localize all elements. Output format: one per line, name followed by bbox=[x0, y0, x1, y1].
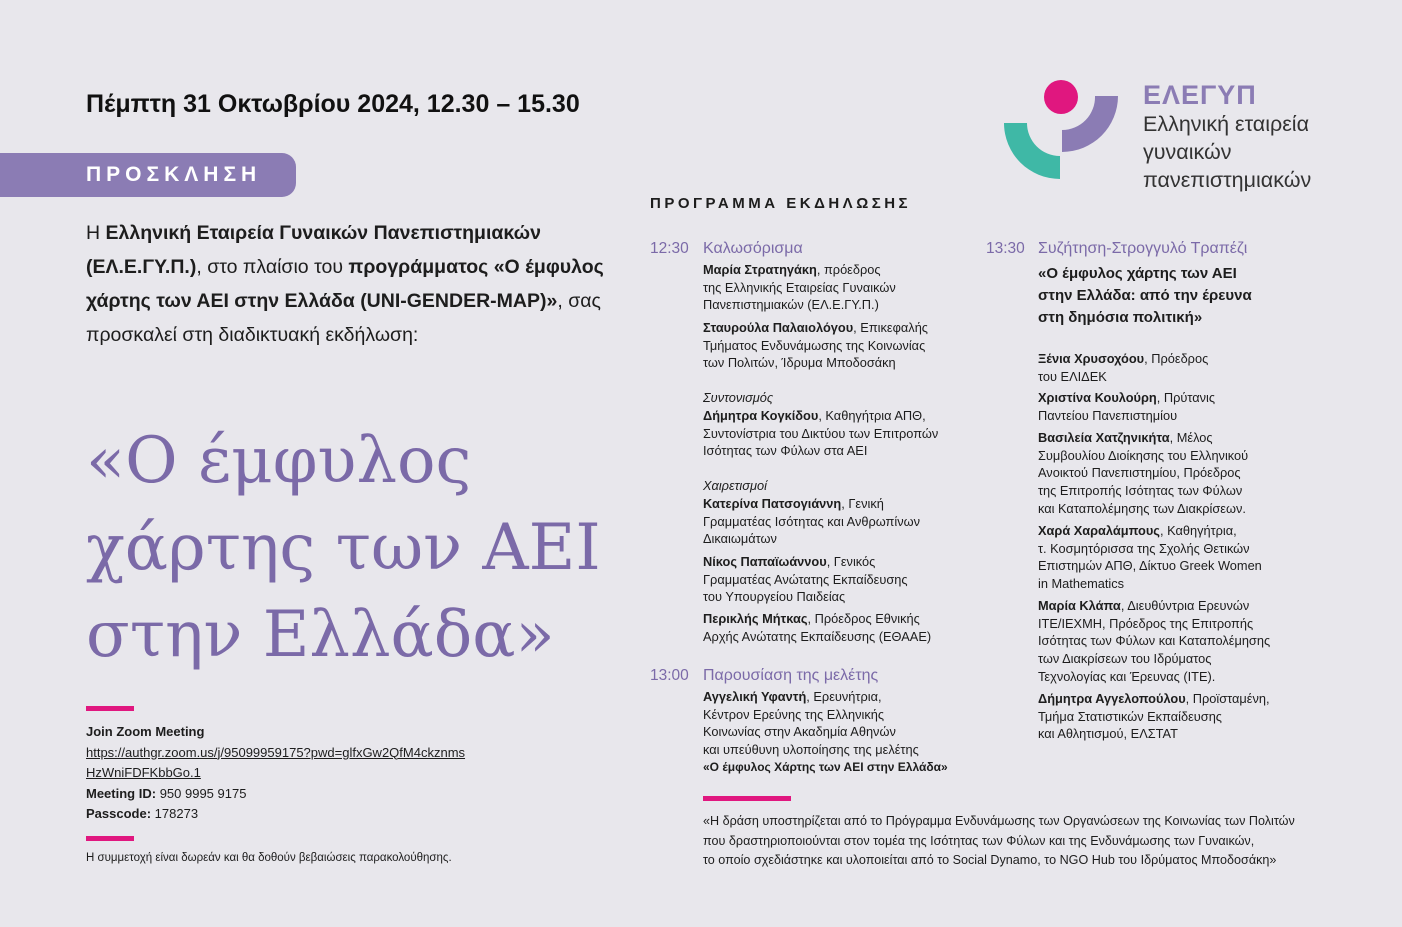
logo-subtitle-line: γυναικών bbox=[1143, 140, 1232, 164]
intro-programme-name: προγράμματος «Ο έμφυλος χάρτης των ΑΕΙ στην Ελλάδα (UNI-GENDER-MAP)» bbox=[86, 256, 604, 312]
topic-line: στην Ελλάδα: από την έρευνα bbox=[1038, 287, 1252, 304]
greetings-label: Χαιρετισμοί bbox=[703, 478, 767, 493]
intro-text-1: Η bbox=[86, 222, 106, 244]
invitation-label: ΠΡΟΣΚΛΗΣΗ bbox=[86, 163, 262, 186]
speaker-role: in Mathematics bbox=[1038, 576, 1125, 592]
topic-line: στη δημόσια πολιτική» bbox=[1038, 309, 1203, 326]
speaker-role: , Προϊσταμένη, bbox=[1185, 691, 1270, 706]
intro-paragraph bbox=[86, 216, 606, 352]
speaker-role: των Πολιτών, Ίδρυμα Μποδοσάκη bbox=[703, 355, 896, 371]
speaker-role: Δικαιωμάτων bbox=[703, 531, 777, 547]
logo-subtitle bbox=[1143, 110, 1311, 194]
speaker-entry bbox=[1038, 350, 1208, 385]
speaker-entry bbox=[703, 261, 896, 314]
speaker-name: Βασιλεία Χατζηνικήτα bbox=[1038, 430, 1170, 445]
funding-note-line: «Η δράση υποστηρίζεται από το Πρόγραμμα Ενδυνάμωσης των Οργανώσεων της Κοινωνίας των Πολιτών bbox=[703, 814, 1295, 828]
meeting-id-label: Meeting ID: bbox=[86, 785, 157, 801]
speaker-role: και Αθλητισμού, ΕΛΣΤΑΤ bbox=[1038, 726, 1178, 742]
divider-bar bbox=[703, 796, 791, 801]
intro-text-3: , σας προσκαλεί στη διαδικτυακή εκδήλωση: bbox=[86, 290, 601, 346]
speaker-name: Χαρά Χαραλάμπους bbox=[1038, 523, 1160, 538]
speaker-entry bbox=[703, 553, 908, 606]
speaker-role: της Επιτροπής Ισότητας των Φύλων bbox=[1038, 483, 1243, 499]
speaker-role: Παντείου Πανεπιστημίου bbox=[1038, 407, 1178, 423]
roundtable-topic bbox=[1038, 263, 1252, 329]
speaker-role: , Καθηγήτρια ΑΠΘ, bbox=[818, 408, 926, 423]
speaker-name: Ξένια Χρυσοχόου bbox=[1038, 351, 1145, 366]
speaker-role: Αρχής Ανώτατης Εκπαίδευσης (ΕΘΑΑΕ) bbox=[703, 628, 932, 644]
speaker-role: Γραμματέας Ανώτατης Εκπαίδευσης bbox=[703, 571, 908, 587]
logo-subtitle-line: πανεπιστημιακών bbox=[1143, 168, 1312, 192]
speaker-role: Κοινωνίας στην Ακαδημία Αθηνών bbox=[703, 724, 896, 740]
divider-bar bbox=[86, 706, 134, 711]
speaker-name: Δήμητρα Κογκίδου bbox=[703, 408, 819, 423]
speaker-name: Μαρία Κλάπα bbox=[1038, 598, 1121, 613]
speaker-role: του ΕΛΙΔΕΚ bbox=[1038, 368, 1107, 384]
section-roundtable: Συζήτηση-Στρογγυλό Τραπέζι bbox=[1038, 240, 1248, 257]
speaker-name: Δήμητρα Αγγελοπούλου bbox=[1038, 691, 1186, 706]
invitation-banner bbox=[0, 153, 296, 197]
funding-note-line: που δραστηριοποιούνται στον τομέα της Ισότητας των Φύλων και της Ενδυνάμωσης των Γυναικών, bbox=[703, 833, 1255, 848]
coordination-label: Συντονισμός bbox=[703, 390, 774, 405]
speaker-entry bbox=[1038, 429, 1248, 518]
logo-subtitle-line: Ελληνική εταιρεία bbox=[1143, 112, 1310, 136]
speaker-name: Κατερίνα Πατσογιάννη bbox=[703, 496, 842, 511]
time-welcome: 12:30 bbox=[650, 240, 689, 257]
study-title: «Ο έμφυλος Χάρτης των ΑΕΙ στην Ελλάδα» bbox=[703, 759, 948, 774]
intro-org-name: Ελληνική Εταιρεία Γυναικών Πανεπιστημιακών (ΕΛ.Ε.ΓΥ.Π.) bbox=[86, 222, 541, 278]
divider-bar bbox=[86, 836, 134, 841]
speaker-role: , Πρόεδρος bbox=[1144, 351, 1209, 366]
speaker-role: και υπεύθυνη υλοποίησης της μελέτης bbox=[703, 742, 919, 758]
time-roundtable: 13:30 bbox=[986, 240, 1025, 257]
speaker-name: Σταυρούλα Παλαιολόγου bbox=[703, 320, 854, 335]
zoom-heading: Join Zoom Meeting bbox=[86, 724, 205, 739]
elegyp-logo-icon bbox=[1000, 78, 1125, 183]
speaker-entry bbox=[703, 688, 948, 777]
speaker-role: , πρόεδρος bbox=[816, 262, 881, 277]
speaker-role: Τμήμα Στατιστικών Εκπαίδευσης bbox=[1038, 708, 1222, 724]
speaker-role: τ. Κοσμητόρισσα της Σχολής Θετικών bbox=[1038, 540, 1250, 556]
speaker-name: Χριστίνα Κουλούρη bbox=[1038, 390, 1157, 405]
event-title bbox=[86, 418, 646, 679]
event-title-line: στην Ελλάδα» bbox=[86, 598, 555, 672]
speaker-role: Ισότητας των Φύλων στα ΑΕΙ bbox=[703, 443, 868, 459]
speaker-role: Τεχνολογίας και Έρευνας (ΙΤΕ). bbox=[1038, 668, 1216, 684]
topic-line: «Ο έμφυλος χάρτης των ΑΕΙ bbox=[1038, 265, 1237, 282]
zoom-link-continued[interactable]: HzWniFDFKbbGo.1 bbox=[86, 765, 201, 781]
speaker-role: του Υπουργείου Παιδείας bbox=[703, 589, 846, 605]
meeting-id: 950 9995 9175 bbox=[159, 785, 247, 801]
speaker-role: της Ελληνικής Εταιρείας Γυναικών bbox=[703, 279, 896, 295]
speaker-role: Ανοικτού Πανεπιστημίου, Πρόεδρος bbox=[1038, 465, 1241, 481]
event-date: Πέμπτη 31 Οκτωβρίου 2024, 12.30 – 15.30 bbox=[86, 90, 580, 118]
speaker-role: των Διακρίσεων του Ιδρύματος bbox=[1038, 651, 1212, 667]
intro-text-2: , στο πλαίσιο του bbox=[196, 256, 349, 278]
speaker-role: , Μέλος bbox=[1169, 430, 1213, 445]
time-presentation: 13:00 bbox=[650, 667, 689, 684]
speaker-role: , Καθηγήτρια, bbox=[1159, 523, 1237, 538]
speaker-role: , Πρόεδρος Εθνικής bbox=[807, 611, 920, 626]
programme-heading: ΠΡΟΓΡΑΜΜΑ ΕΚΔΗΛΩΣΗΣ bbox=[650, 195, 912, 212]
speaker-role: , Γενική bbox=[841, 496, 884, 511]
logo-name: ΕΛΕΓΥΠ bbox=[1143, 80, 1257, 110]
speaker-entry bbox=[703, 495, 920, 548]
speaker-name: Αγγελική Υφαντή bbox=[703, 689, 807, 704]
speaker-role: Κέντρον Ερεύνης της Ελληνικής bbox=[703, 706, 885, 722]
passcode: 178273 bbox=[154, 806, 199, 822]
passcode-label: Passcode: bbox=[86, 806, 152, 822]
speaker-role: , Επικεφαλής bbox=[853, 320, 928, 335]
speaker-role: , Πρύτανις bbox=[1156, 390, 1216, 405]
speaker-entry bbox=[703, 610, 931, 645]
speaker-entry bbox=[1038, 597, 1270, 686]
speaker-role: Επιστημών ΑΠΘ, Δίκτυο Greek Women bbox=[1038, 558, 1262, 574]
speaker-entry bbox=[1038, 690, 1270, 743]
speaker-role: , Διευθύντρια Ερευνών bbox=[1120, 598, 1250, 613]
funding-note bbox=[703, 812, 1383, 871]
speaker-entry bbox=[703, 319, 928, 372]
speaker-name: Νίκος Παπαϊωάννου bbox=[703, 554, 827, 569]
participation-note: Η συμμετοχή είναι δωρεάν και θα δοθούν βεβαιώσεις παρακολούθησης. bbox=[86, 852, 452, 864]
speaker-role: Τμήματος Ενδυνάμωσης της Κοινωνίας bbox=[703, 337, 926, 353]
speaker-role: Πανεπιστημιακών (ΕΛ.Ε.ΓΥ.Π.) bbox=[703, 297, 879, 313]
speaker-role: Συμβουλίου Διοίκησης του Ελληνικού bbox=[1038, 447, 1249, 463]
speaker-entry bbox=[1038, 389, 1215, 424]
speaker-role: ΙΤΕ/ΙΕΧΜΗ, Πρόεδρος της Επιτροπής bbox=[1038, 615, 1254, 631]
coordinator-entry bbox=[703, 407, 938, 460]
speaker-role: Συντονίστρια του Δικτύου των Επιτροπών bbox=[703, 425, 939, 441]
zoom-link[interactable]: https://authgr.zoom.us/j/95099959175?pwd=glfxGw2QfM4ckznms bbox=[86, 744, 466, 760]
speaker-role: Ισότητας των Φύλων και Καταπολέμησης bbox=[1038, 633, 1271, 649]
speaker-name: Μαρία Στρατηγάκη bbox=[703, 262, 817, 277]
event-title-line: χάρτης των ΑΕΙ bbox=[86, 511, 601, 585]
speaker-role: και Καταπολέμησης των Διακρίσεων. bbox=[1038, 500, 1246, 516]
speaker-role: Γραμματέας Ισότητας και Ανθρωπίνων bbox=[703, 513, 921, 529]
speaker-role: , Ερευνήτρια, bbox=[806, 689, 882, 704]
zoom-info bbox=[86, 722, 465, 825]
section-welcome: Καλωσόρισμα bbox=[703, 240, 803, 257]
speaker-entry bbox=[1038, 522, 1262, 593]
event-title-line: «Ο έμφυλος bbox=[86, 424, 472, 498]
speaker-role: , Γενικός bbox=[826, 554, 876, 569]
section-presentation: Παρουσίαση της μελέτης bbox=[703, 667, 879, 684]
speaker-name: Περικλής Μήτκας bbox=[703, 611, 808, 626]
funding-note-line: το οποίο σχεδιάστηκε και υλοποιείται από το Social Dynamo, το NGO Hub του Ιδρύματος Μποδοσάκη» bbox=[703, 853, 1277, 867]
